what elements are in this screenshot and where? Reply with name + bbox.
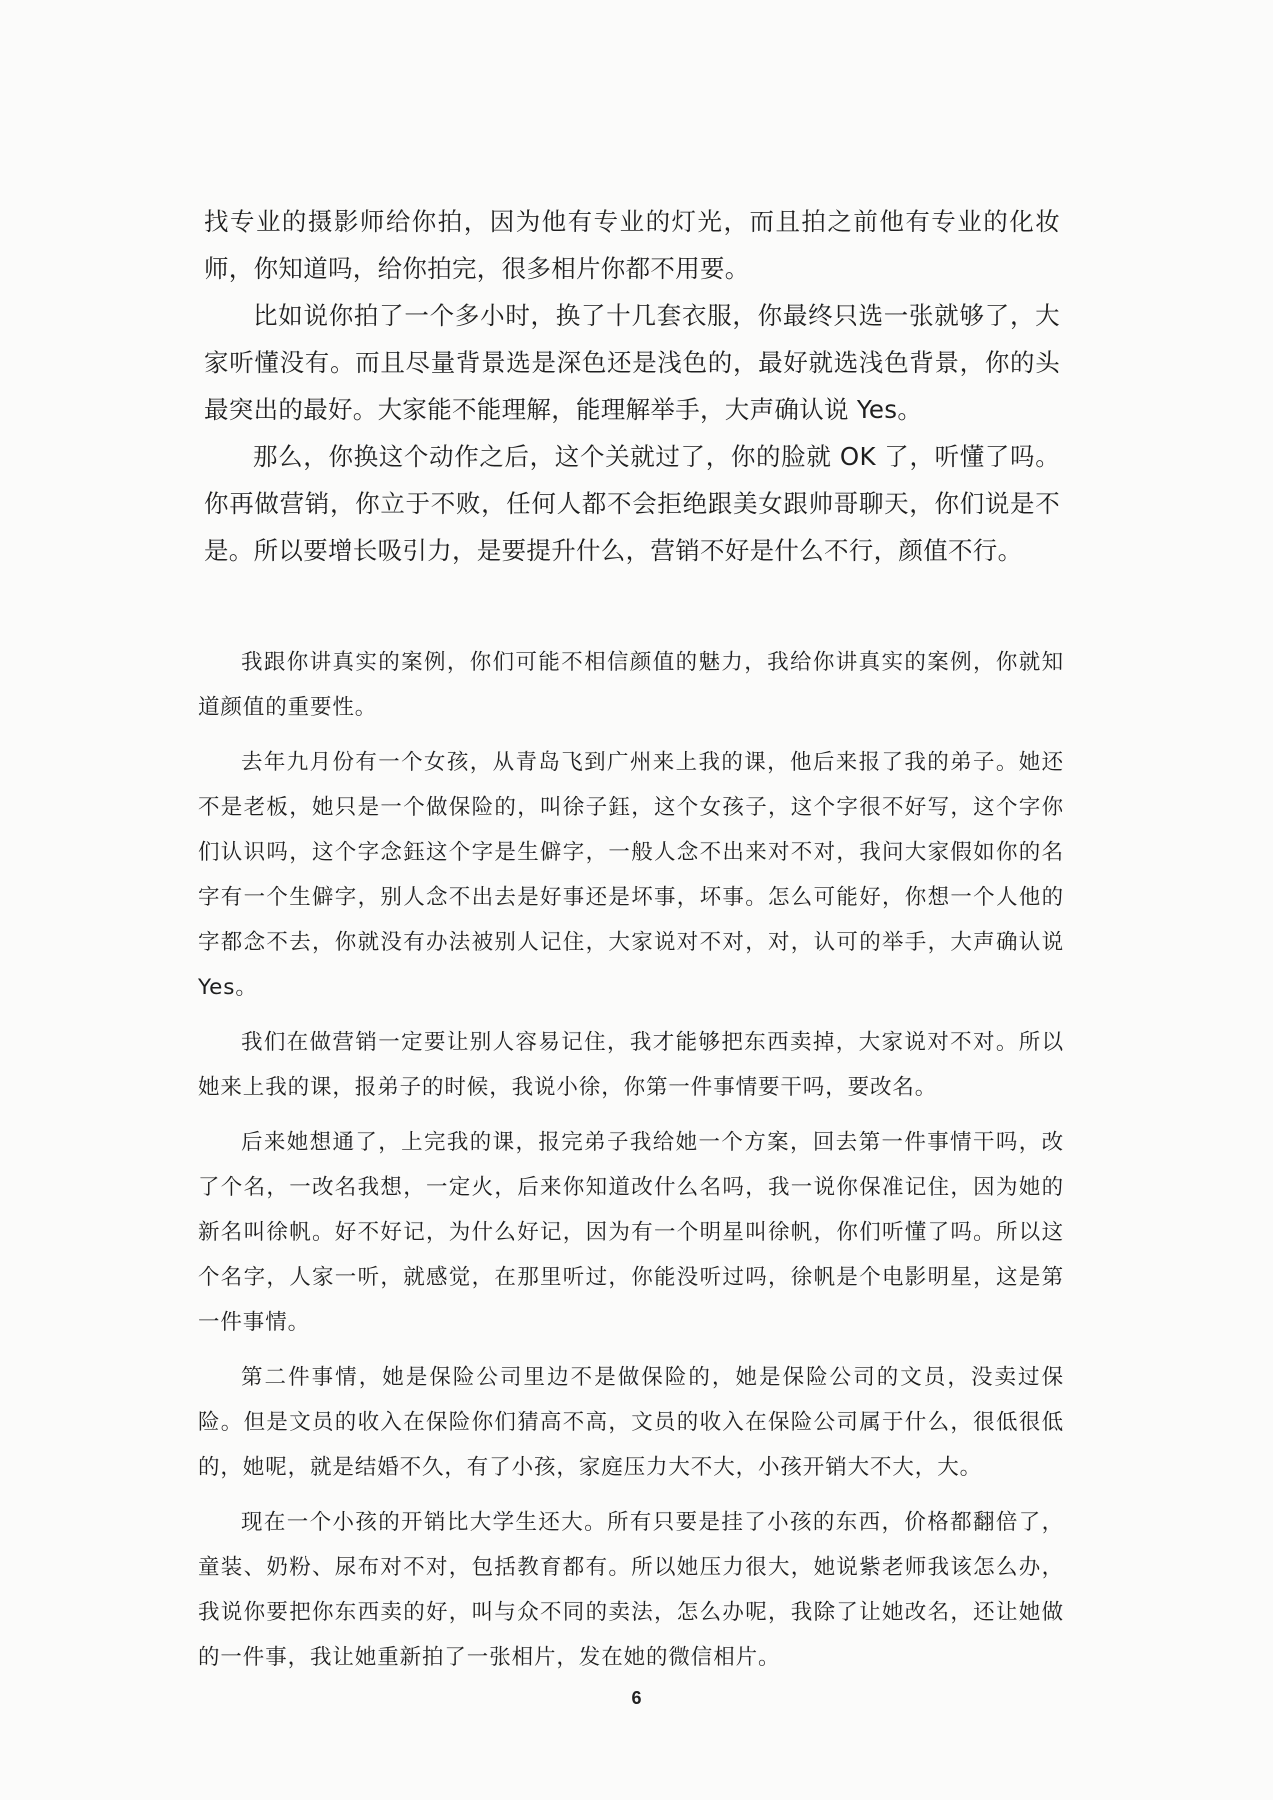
paragraph: 现在一个小孩的开销比大学生还大。所有只要是挂了小孩的东西，价格都翻倍了，童装、奶粉、尿布对不对，包括教育都有。所以她压力很大，她说紫老师我该怎么办，我说你要把你东西卖的好，叫与众不同的卖法，怎么办呢，我除了让她改名，还让她做的一件事，我让她重新拍了一张相片，发在她的微信相片。 — [198, 1510, 1064, 1670]
paragraph: 第二件事情，她是保险公司里边不是做保险的，她是保险公司的文员，没卖过保险。但是文员的收入在保险你们猜高不高，文员的收入在保险公司属于什么，很低很低的，她呢，就是结婚不久，有了小孩，家庭压力大不大，小孩开销大不大，大。 — [198, 1365, 1064, 1480]
text-block-upper — [204, 198, 1060, 574]
page-number: 6 — [631, 1688, 642, 1708]
paragraph: 后来她想通了，上完我的课，报完弟子我给她一个方案，回去第一件事情干吗，改了个名，一改名我想，一定火，后来你知道改什么名吗，我一说你保准记住，因为她的新名叫徐帆。好不好记，为什么好记，因为有一个明星叫徐帆，你们听懂了吗。所以这个名字，人家一听，就感觉，在那里听过，你能没听过吗，徐帆是个电影明星，这是第一件事情。 — [198, 1130, 1064, 1335]
paragraph: 去年九月份有一个女孩，从青岛飞到广州来上我的课，他后来报了我的弟子。她还不是老板，她只是一个做保险的，叫徐子鈺，这个女孩子，这个字很不好写，这个字你们认识吗，这个字念鈺这个字是生僻字，一般人念不出来对不对，我问大家假如你的名字有一个生僻字，别人念不出去是好事还是坏事，坏事。怎么可能好，你想一个人他的字都念不去，你就没有办法被别人记住，大家说对不对，对，认可的举手，大声确认说 Yes。 — [198, 750, 1064, 1000]
paragraph: 比如说你拍了一个多小时，换了十几套衣服，你最终只选一张就够了，大家听懂没有。而且尽量背景选是深色还是浅色的，最好就选浅色背景，你的头最突出的最好。大家能不能理解，能理解举手，大声确认说 Yes。 — [204, 301, 1060, 424]
text-block-lower — [198, 640, 1064, 1690]
paragraph: 找专业的摄影师给你拍，因为他有专业的灯光，而且拍之前他有专业的化妆师，你知道吗，给你拍完，很多相片你都不用要。 — [204, 207, 1060, 283]
paragraph: 我们在做营销一定要让别人容易记住，我才能够把东西卖掉，大家说对不对。所以她来上我的课，报弟子的时候，我说小徐，你第一件事情要干吗，要改名。 — [198, 1030, 1064, 1100]
paragraph: 我跟你讲真实的案例，你们可能不相信颜值的魅力，我给你讲真实的案例，你就知道颜值的重要性。 — [198, 650, 1064, 720]
paragraph: 那么，你换这个动作之后，这个关就过了，你的脸就 OK 了，听懂了吗。你再做营销，你立于不败，任何人都不会拒绝跟美女跟帅哥聊天，你们说是不是。所以要增长吸引力，是要提升什么，营销不好是什么不行，颜值不行。 — [204, 442, 1060, 565]
